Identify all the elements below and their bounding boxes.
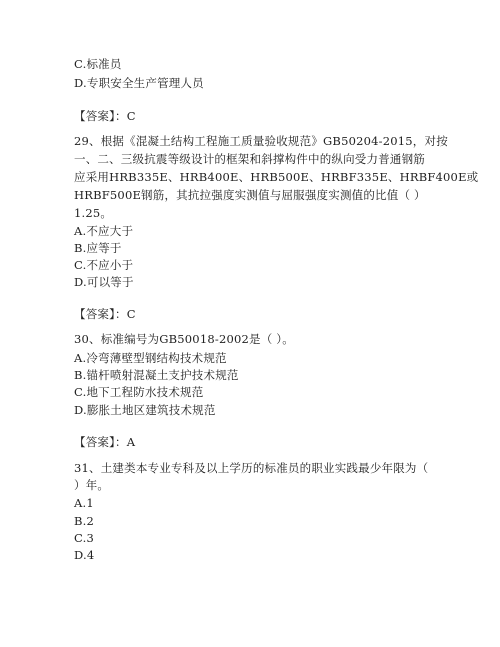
q30-option-d: D.膨胀土地区建筑技术规范 xyxy=(74,403,216,417)
q29-stem-line-4: HRBF500E钢筋，其抗拉强度实测值与屈服强度实测值的比值（ ） xyxy=(74,188,426,202)
q29-option-a: A.不应大于 xyxy=(74,224,134,238)
q31-option-d: D.4 xyxy=(74,548,95,562)
q30-stem-line-1: 30、标准编号为GB50018-2002是（ ）。 xyxy=(74,332,294,346)
q30-option-a: A.冷弯薄壁型钢结构技术规范 xyxy=(74,351,227,365)
q29-option-b: B.应等于 xyxy=(74,241,122,255)
q31-option-a: A.1 xyxy=(74,496,94,510)
q31-option-b: B.2 xyxy=(74,514,95,528)
q30-option-c: C.地下工程防水技术规范 xyxy=(74,385,204,399)
q31-stem-line-2: ）年。 xyxy=(74,478,110,492)
q30-answer: 【答案】：A xyxy=(74,435,136,449)
q31-stem-line-1: 31、土建类本专业专科及以上学历的标准员的职业实践最少年限为（ xyxy=(74,461,429,475)
prev-option-d: D.专职安全生产管理人员 xyxy=(74,76,204,90)
q29-stem-line-3: 应采用HRB335E、HRB400E、HRB500E、HRBF335E、HRBF400E或 xyxy=(74,170,479,184)
q31-option-c: C.3 xyxy=(74,531,94,545)
q29-option-d: D.可以等于 xyxy=(74,275,134,289)
q29-stem-line-5: 1.25。 xyxy=(74,206,113,220)
q29-answer: 【答案】：C xyxy=(74,307,136,321)
prev-answer: 【答案】：C xyxy=(74,109,136,123)
q29-option-c: C.不应小于 xyxy=(74,258,134,272)
q30-option-b: B.锚杆喷射混凝土支护技术规范 xyxy=(74,368,239,382)
q29-stem-line-1: 29、根据《混凝土结构工程施工质量验收规范》GB50204-2015，对按 xyxy=(74,134,448,148)
q29-stem-line-2: 一、二、三级抗震等级设计的框架和斜撑构件中的纵向受力普通钢筋 xyxy=(74,152,425,166)
prev-option-c: C.标准员 xyxy=(74,57,122,71)
